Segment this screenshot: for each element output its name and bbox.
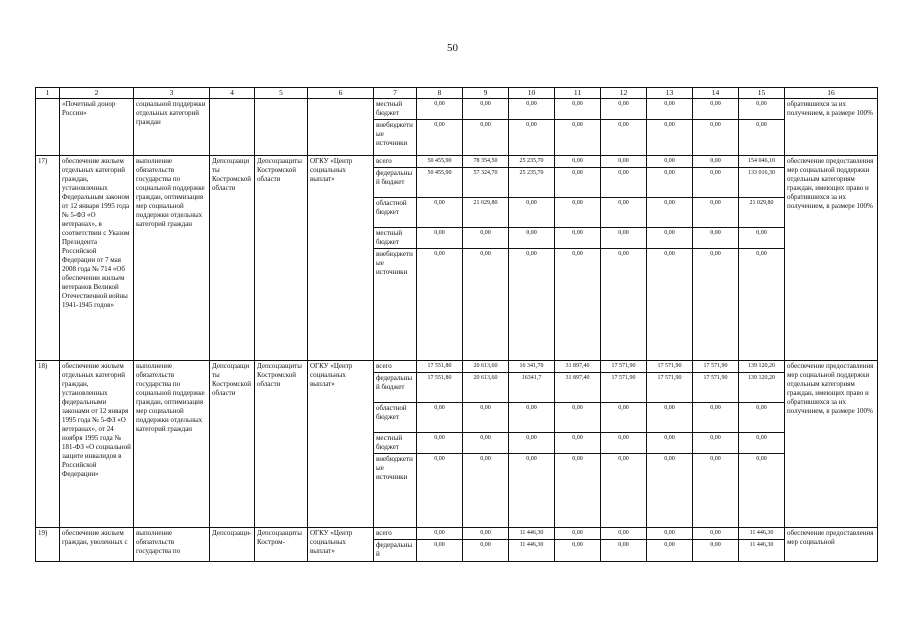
table-row — [36, 528, 878, 540]
expected-result: обратившихся за их получением, в размере 100% — [785, 99, 878, 156]
funding-source: внебюджетные источники — [374, 120, 417, 156]
co-executor: Депсоцзащиты Костром- — [255, 528, 308, 562]
responsible-executor: Депсоцзащи- — [210, 528, 255, 562]
amount-cell: 0,00 — [509, 198, 555, 228]
amount-cell: 11 446,30 — [509, 540, 555, 562]
amount-cell: 11 446,30 — [739, 540, 785, 562]
funding-source: местный бюджет — [374, 433, 417, 454]
row-number: 19) — [36, 528, 60, 562]
column-header: 12 — [601, 88, 647, 99]
column-header: 8 — [417, 88, 463, 99]
amount-cell: 0,00 — [693, 228, 739, 249]
amount-cell: 0,00 — [601, 168, 647, 198]
participant: ОГКУ «Центр социальных выплат» — [308, 156, 374, 361]
amount-cell: 0,00 — [647, 120, 693, 156]
amount-cell: 17 571,90 — [601, 373, 647, 403]
amount-cell: 0,00 — [555, 403, 601, 433]
funding-source: внебюджетные источники — [374, 249, 417, 361]
funding-source: всего — [374, 156, 417, 168]
funding-source: местный бюджет — [374, 228, 417, 249]
amount-cell: 0,00 — [555, 168, 601, 198]
amount-cell: 0,00 — [647, 249, 693, 361]
amount-cell: 0,00 — [647, 528, 693, 540]
amount-cell: 0,00 — [647, 228, 693, 249]
expected-result: обеспечение предоставления мер социальной — [785, 528, 878, 562]
co-executor: Депсоцзащиты Костромской области — [255, 156, 308, 361]
measure-goal: выполнение обязательств государства по социальной поддержке граждан, оптимизация мер социальной поддержки отдельных категорий граждан — [134, 156, 210, 361]
amount-cell: 0,00 — [555, 540, 601, 562]
funding-source: областной бюджет — [374, 403, 417, 433]
co-executor: Депсоцзащиты Костромской области — [255, 361, 308, 528]
amount-cell: 0,00 — [647, 156, 693, 168]
amount-cell: 0,00 — [601, 528, 647, 540]
column-header: 9 — [463, 88, 509, 99]
amount-cell: 0,00 — [509, 249, 555, 361]
amount-cell: 0,00 — [601, 454, 647, 528]
amount-cell: 0,00 — [417, 120, 463, 156]
amount-cell: 0,00 — [601, 156, 647, 168]
amount-cell: 0,00 — [647, 454, 693, 528]
amount-cell: 0,00 — [417, 540, 463, 562]
expected-result: обеспечение предоставления мер социальной поддержки отдельным категориям граждан, имеющих право и обратившихся за их получением, в размере 100% — [785, 361, 878, 528]
amount-cell: 0,00 — [601, 120, 647, 156]
column-header: 10 — [509, 88, 555, 99]
column-header: 6 — [308, 88, 374, 99]
amount-cell: 0,00 — [417, 99, 463, 120]
funding-source: федеральный бюджет — [374, 168, 417, 198]
amount-cell: 0,00 — [693, 156, 739, 168]
amount-cell: 0,00 — [463, 433, 509, 454]
amount-cell: 0,00 — [463, 120, 509, 156]
amount-cell: 0,00 — [463, 99, 509, 120]
column-header: 5 — [255, 88, 308, 99]
column-header: 11 — [555, 88, 601, 99]
column-header: 13 — [647, 88, 693, 99]
amount-cell: 0,00 — [693, 198, 739, 228]
amount-cell: 17 571,90 — [693, 361, 739, 373]
amount-cell: 0,00 — [555, 99, 601, 120]
amount-cell: 17 571,90 — [647, 373, 693, 403]
funding-source: местный бюджет — [374, 99, 417, 120]
amount-cell: 0,00 — [509, 403, 555, 433]
amount-cell: 0,00 — [601, 403, 647, 433]
amount-cell: 0,00 — [693, 403, 739, 433]
table-row — [36, 361, 878, 373]
measure-name: обеспечение жильем граждан, уволенных с — [60, 528, 134, 562]
amount-cell: 0,00 — [555, 433, 601, 454]
amount-cell: 0,00 — [693, 454, 739, 528]
amount-cell: 0,00 — [601, 198, 647, 228]
amount-cell: 0,00 — [555, 528, 601, 540]
amount-cell: 0,00 — [417, 528, 463, 540]
amount-cell: 0,00 — [601, 99, 647, 120]
amount-cell: 0,00 — [739, 120, 785, 156]
amount-cell: 0,00 — [693, 528, 739, 540]
amount-cell: 0,00 — [417, 249, 463, 361]
column-header: 14 — [693, 88, 739, 99]
amount-cell: 31 897,40 — [555, 361, 601, 373]
participant: ОГКУ «Центр социальных выплат» — [308, 361, 374, 528]
page-number: 50 — [447, 42, 458, 54]
row-number — [36, 99, 60, 156]
responsible-executor: Депсоцзащиты Костромской области — [210, 156, 255, 361]
amount-cell: 0,00 — [509, 433, 555, 454]
amount-cell: 133 016,30 — [739, 168, 785, 198]
amount-cell: 0,00 — [555, 198, 601, 228]
amount-cell: 17 571,90 — [601, 361, 647, 373]
amount-cell: 57 324,70 — [463, 168, 509, 198]
amount-cell: 0,00 — [555, 156, 601, 168]
table-row — [36, 99, 878, 120]
measure-goal: выполнение обязательств государства по — [134, 528, 210, 562]
amount-cell: 0,00 — [739, 99, 785, 120]
amount-cell: 11 446,30 — [509, 528, 555, 540]
row-number: 18) — [36, 361, 60, 528]
funding-source: всего — [374, 528, 417, 540]
amount-cell: 0,00 — [463, 249, 509, 361]
table-row — [36, 156, 878, 168]
amount-cell: 50 455,90 — [417, 168, 463, 198]
column-header: 2 — [60, 88, 134, 99]
amount-cell: 0,00 — [739, 454, 785, 528]
amount-cell: 0,00 — [647, 433, 693, 454]
column-header: 16 — [785, 88, 878, 99]
measure-name: обеспечение жильем отдельных категорий граждан, установленных Федеральным законом от 12 января 1995 года № 5-ФЗ «О ветеранах», в соответствии с Указом Президента Российской Федерации от 7 мая 2008 года № 714 «Об обеспечении жильем ветеранов Великой Отечественной войны 1941-1945 годов» — [60, 156, 134, 361]
column-header: 4 — [210, 88, 255, 99]
amount-cell: 17 551,80 — [417, 361, 463, 373]
amount-cell: 17 571,90 — [693, 373, 739, 403]
amount-cell: 0,00 — [647, 540, 693, 562]
column-header: 15 — [739, 88, 785, 99]
amount-cell: 0,00 — [417, 198, 463, 228]
amount-cell: 0,00 — [693, 120, 739, 156]
amount-cell: 0,00 — [647, 99, 693, 120]
funding-source: федеральный бюджет — [374, 373, 417, 403]
funding-source: всего — [374, 361, 417, 373]
amount-cell: 0,00 — [463, 540, 509, 562]
amount-cell: 139 120,20 — [739, 361, 785, 373]
amount-cell: 0,00 — [739, 249, 785, 361]
amount-cell: 0,00 — [463, 403, 509, 433]
amount-cell: 0,00 — [555, 249, 601, 361]
amount-cell: 0,00 — [647, 168, 693, 198]
measure-goal: выполнение обязательств государства по социальной поддержке граждан, оптимизация мер социальной поддержки отдельных категорий граждан — [134, 361, 210, 528]
funding-source: областной бюджет — [374, 198, 417, 228]
amount-cell: 0,00 — [509, 228, 555, 249]
amount-cell: 17 551,80 — [417, 373, 463, 403]
column-header: 1 — [36, 88, 60, 99]
amount-cell: 31 897,40 — [555, 373, 601, 403]
participant: ОГКУ «Центр социальных выплат» — [308, 528, 374, 562]
expected-result: обеспечение предоставления мер социальной поддержки отдельным категориям граждан, имеющих право и обратившихся за их получением, в размере 100% — [785, 156, 878, 361]
amount-cell: 0,00 — [601, 249, 647, 361]
amount-cell: 20 613,60 — [463, 361, 509, 373]
amount-cell: 0,00 — [509, 454, 555, 528]
amount-cell: 0,00 — [555, 120, 601, 156]
column-header: 7 — [374, 88, 417, 99]
measure-name: обеспечение жильем отдельных категорий граждан, установленных федеральными законами от 12 января 1995 года № 5-ФЗ «О ветеранах», от 24 ноября 1995 года № 181-ФЗ «О социальной защите инвалидов в Российской Федерации» — [60, 361, 134, 528]
amount-cell: 0,00 — [463, 454, 509, 528]
amount-cell: 0,00 — [693, 540, 739, 562]
amount-cell: 0,00 — [463, 228, 509, 249]
amount-cell: 25 235,70 — [509, 156, 555, 168]
amount-cell: 154 046,10 — [739, 156, 785, 168]
amount-cell: 0,00 — [647, 198, 693, 228]
funding-source: федеральный — [374, 540, 417, 562]
amount-cell: 0,00 — [601, 228, 647, 249]
row-number: 17) — [36, 156, 60, 361]
header-row — [36, 88, 878, 99]
amount-cell: 16 341,70 — [509, 361, 555, 373]
amount-cell: 16341,7 — [509, 373, 555, 403]
amount-cell: 0,00 — [693, 168, 739, 198]
amount-cell: 0,00 — [463, 528, 509, 540]
responsible-executor: Депсоцзащиты Костромской области — [210, 361, 255, 528]
participant — [308, 99, 374, 156]
column-header: 3 — [134, 88, 210, 99]
amount-cell: 0,00 — [693, 249, 739, 361]
amount-cell: 0,00 — [601, 433, 647, 454]
amount-cell: 0,00 — [647, 403, 693, 433]
amount-cell: 20 613,60 — [463, 373, 509, 403]
responsible-executor — [210, 99, 255, 156]
amount-cell: 21 029,80 — [739, 198, 785, 228]
amount-cell: 0,00 — [555, 454, 601, 528]
co-executor — [255, 99, 308, 156]
amount-cell: 0,00 — [739, 433, 785, 454]
amount-cell: 25 235,70 — [509, 168, 555, 198]
funding-source: внебюджетные источники — [374, 454, 417, 528]
amount-cell: 0,00 — [693, 99, 739, 120]
amount-cell: 0,00 — [555, 228, 601, 249]
amount-cell: 50 455,90 — [417, 156, 463, 168]
amount-cell: 17 571,90 — [647, 361, 693, 373]
amount-cell: 0,00 — [417, 433, 463, 454]
amount-cell: 11 446,30 — [739, 528, 785, 540]
amount-cell: 21 029,80 — [463, 198, 509, 228]
amount-cell: 0,00 — [417, 228, 463, 249]
amount-cell: 0,00 — [693, 433, 739, 454]
amount-cell: 0,00 — [417, 454, 463, 528]
measure-goal: социальной поддержки отдельных категорий граждан — [134, 99, 210, 156]
amount-cell: 0,00 — [509, 99, 555, 120]
amount-cell: 0,00 — [739, 403, 785, 433]
program-table — [35, 87, 878, 562]
amount-cell: 0,00 — [739, 228, 785, 249]
amount-cell: 78 354,50 — [463, 156, 509, 168]
amount-cell: 0,00 — [601, 540, 647, 562]
amount-cell: 0,00 — [417, 403, 463, 433]
amount-cell: 139 120,20 — [739, 373, 785, 403]
measure-name: «Почетный донор России» — [60, 99, 134, 156]
amount-cell: 0,00 — [509, 120, 555, 156]
